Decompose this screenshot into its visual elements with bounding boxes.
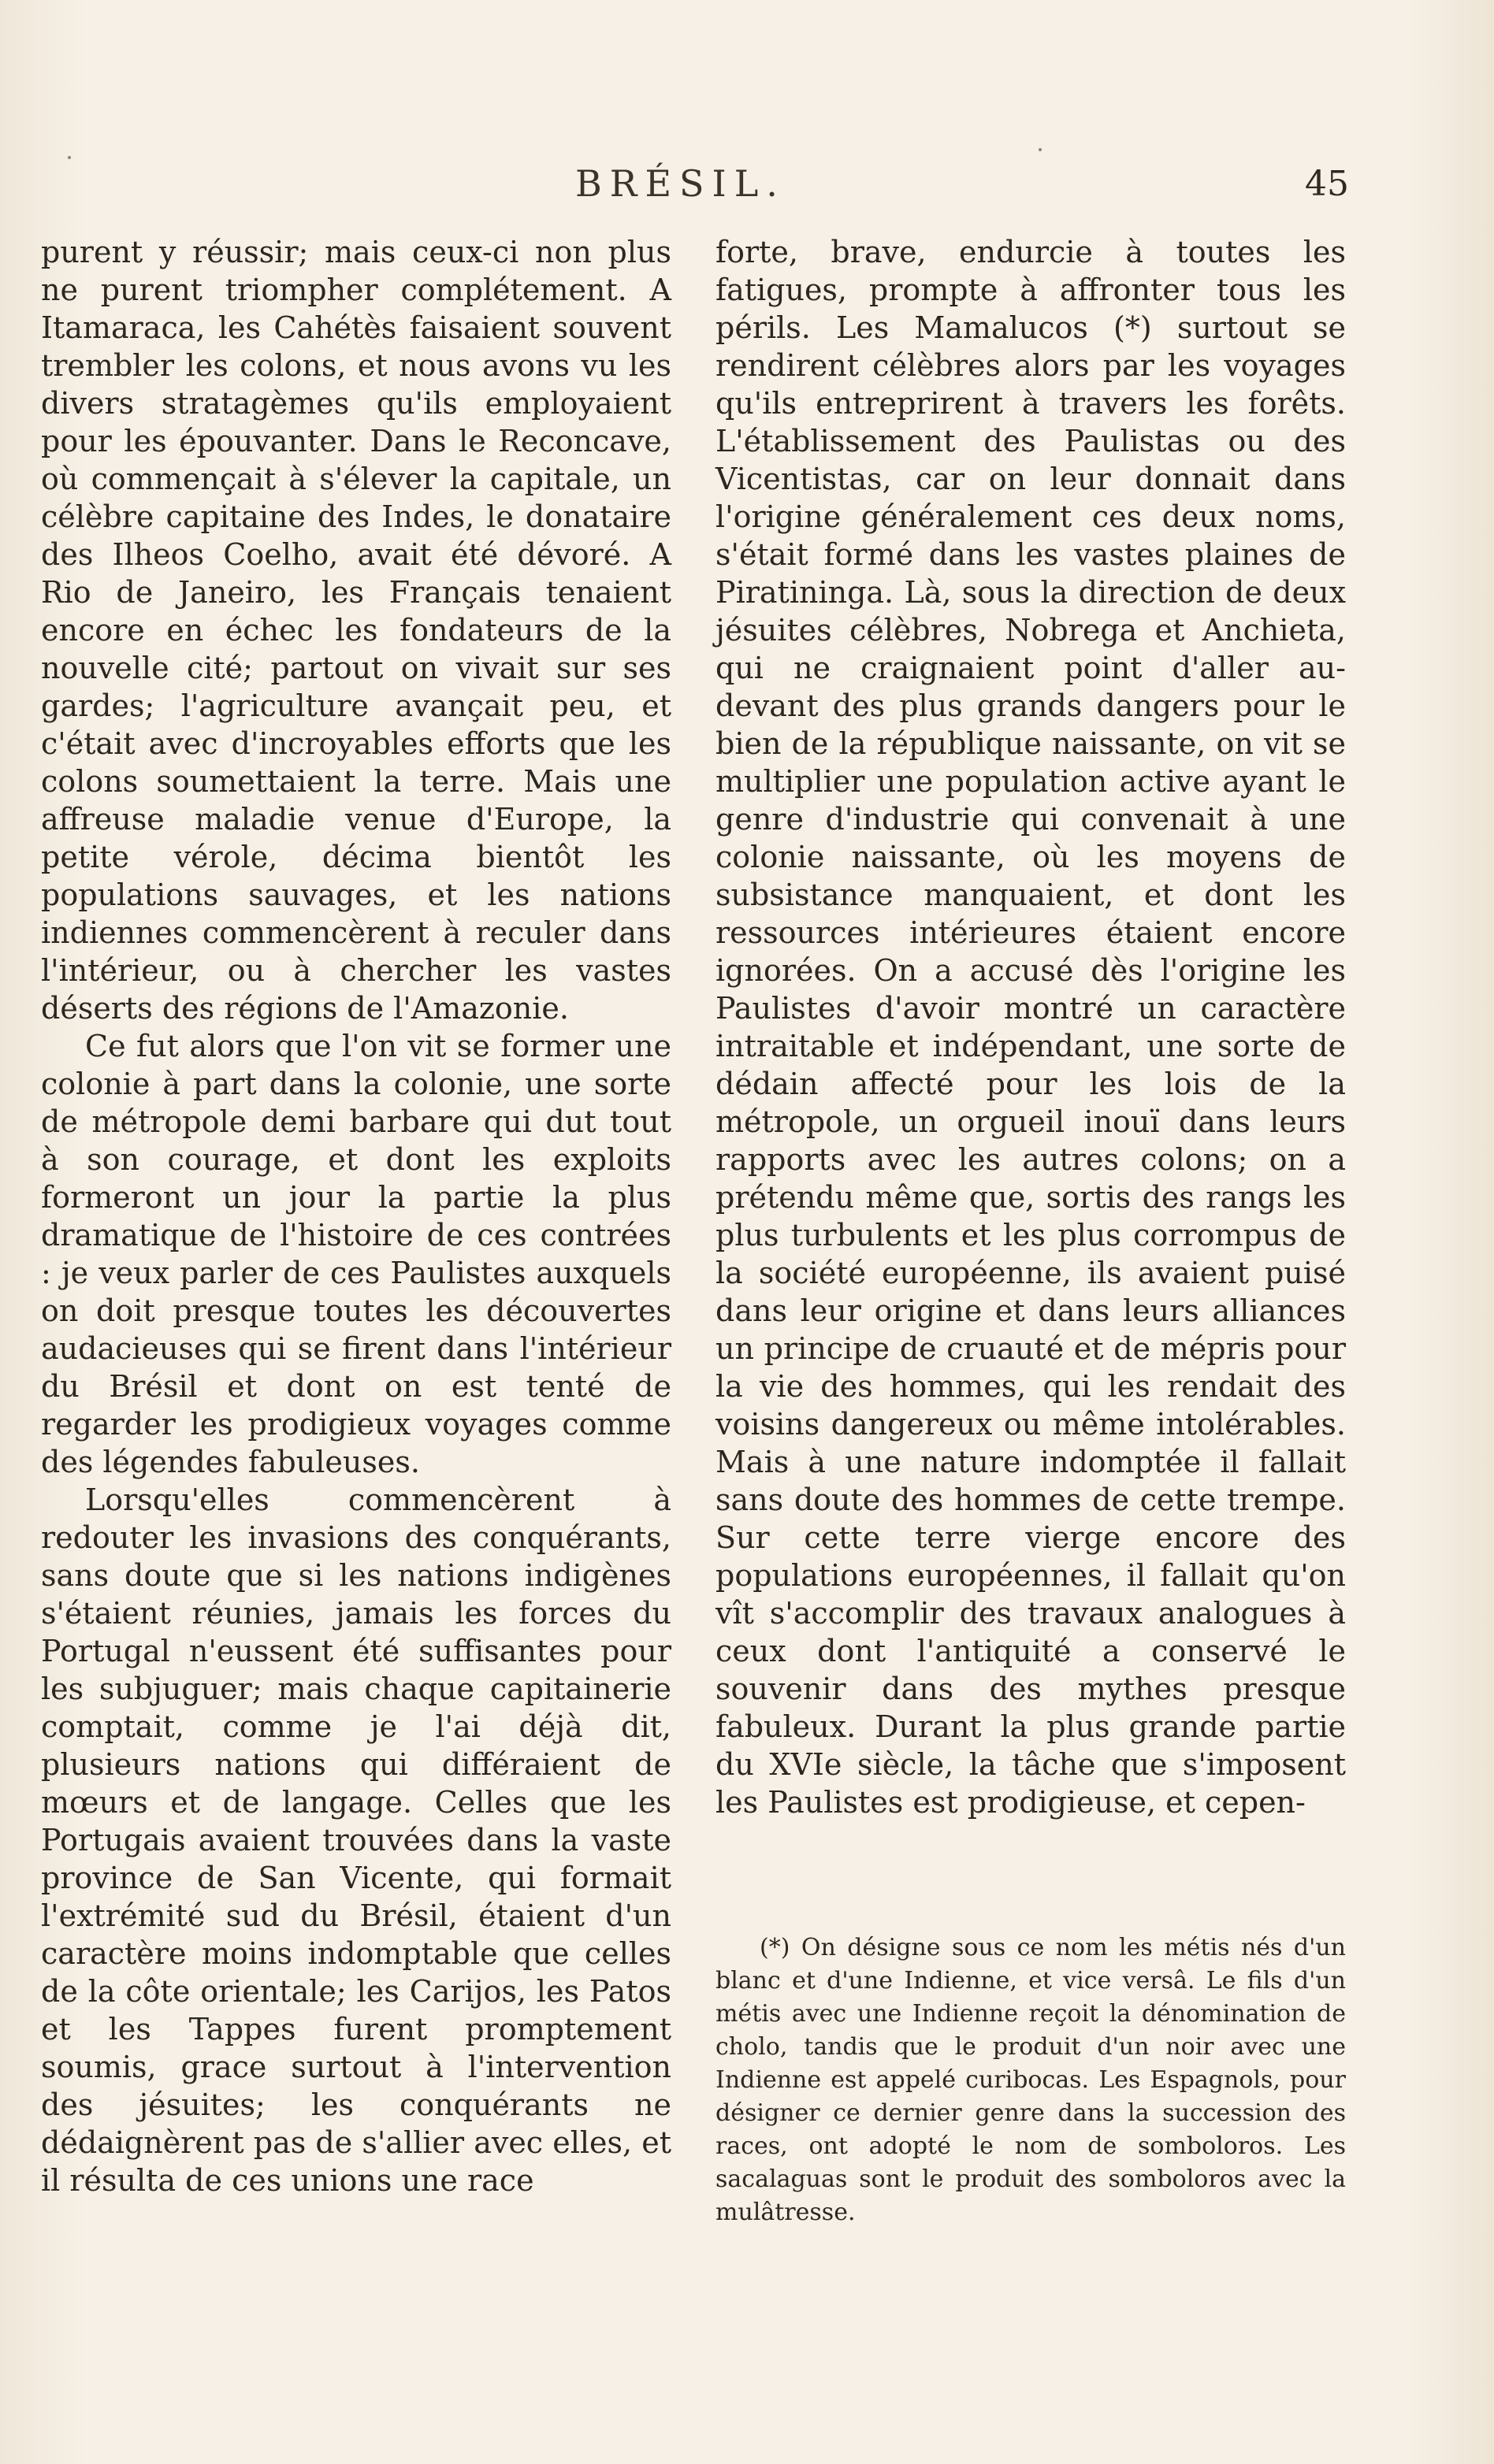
paragraph-left-2: Ce fut alors que l'on vit se former une colonie à part dans la colonie, une sorte de métropole demi barbare qui dut tout à son courage, et dont les exploits formeront un jour la partie la plus dramatique de l'histoire de ces contrées : je veux parler de ces Paulistes auxquels on doit presque toutes les découvertes audacieuses qui se firent dans l'intérieur du Brésil et dont on est tenté de regarder les prodigieux voyages comme des légendes fabuleuses.	[41, 1029, 671, 1479]
paper-speck	[1039, 148, 1042, 151]
running-head	[0, 162, 1494, 210]
page-number: 45	[1305, 164, 1349, 204]
footnote	[715, 1931, 1346, 2229]
left-column	[41, 233, 671, 2199]
paragraph-right-1: forte, brave, endurcie à toutes les fatigues, prompte à affronter tous les périls. Les Mamalucos (*) surtout se rendirent célèbres alors par les voyages qu'ils entreprirent à travers les forêts. L'établissement des Paulistas ou des Vicentistas, car on leur donnait dans l'origine généralement ces deux noms, s'était formé dans les vastes plaines de Piratininga. Là, sous la direction de deux jésuites célèbres, Nobrega et Anchieta, qui ne craignaient point d'aller au-devant des plus grands dangers pour le bien de la république naissante, on vit se multiplier une population active ayant le genre d'industrie qui convenait à une colonie naissante, où les moyens de subsistance manquaient, et dont les ressources intérieures étaient encore ignorées. On a accusé dès l'origine les Paulistes d'avoir montré un caractère intraitable et indépendant, une sorte de dédain affecté pour les lois de la métropole, un orgueil inouï dans leurs rapports avec les autres colons; on a prétendu même que, sortis des rangs les plus turbulents et les plus corrompus de la société européenne, ils avaient puisé dans leur origine et dans leurs alliances un principe de cruauté et de mépris pour la vie des hommes, qui les rendait des voisins dangereux ou même intolérables. Mais à une nature indomptée il fallait sans doute des hommes de cette trempe. Sur cette terre vierge encore des populations européennes, il fallait qu'on vît s'accomplir des travaux analogues à ceux dont l'antiquité a conservé le souvenir dans des mythes presque fabuleux. Durant la plus grande partie du XVIe siècle, la tâche que s'imposent les Paulistes est prodigieuse, et cepen-	[715, 235, 1346, 1820]
right-column	[715, 233, 1346, 1821]
footnote-text: (*) On désigne sous ce nom les métis nés d'un blanc et d'une Indienne, et vice versâ. Le fils d'un métis avec une Indienne reçoit la dénomination de cholo, tandis que le produit d'un noir avec une Indienne est appelé curibocas. Les Espagnols, pour désigner ce dernier genre dans la succession des races, ont adopté le nom de somboloros. Les sacalaguas sont le produit des somboloros avec la mulâtresse.	[715, 1934, 1346, 2226]
paper-speck	[68, 156, 71, 159]
paragraph-left-1: purent y réussir; mais ceux-ci non plus ne purent triompher complétement. A Itamaraca, les Cahétès faisaient souvent trembler les colons, et nous avons vu les divers stratagèmes qu'ils employaient pour les épouvanter. Dans le Reconcave, où commençait à s'élever la capitale, un célèbre capitaine des Indes, le donataire des Ilheos Coelho, avait été dévoré. A Rio de Janeiro, les Français tenaient encore en échec les fondateurs de la nouvelle cité; partout on vivait sur ses gardes; l'agriculture avançait peu, et c'était avec d'incroyables efforts que les colons soumettaient la terre. Mais une affreuse maladie venue d'Europe, la petite vérole, décima bientôt les populations sauvages, et les nations indiennes commencèrent à reculer dans l'intérieur, ou à chercher les vastes déserts des régions de l'Amazonie.	[41, 235, 671, 1026]
running-title: BRÉSIL.	[575, 162, 786, 205]
paragraph-left-3: Lorsqu'elles commencèrent à redouter les invasions des conquérants, sans doute que si les nations indigènes s'étaient réunies, jamais les forces du Portugal n'eussent été suffisantes pour les subjuguer; mais chaque capitainerie comptait, comme je l'ai déjà dit, plusieurs nations qui différaient de mœurs et de langage. Celles que les Portugais avaient trouvées dans la vaste province de San Vicente, qui formait l'extrémité sud du Brésil, étaient d'un caractère moins indomptable que celles de la côte orientale; les Carijos, les Patos et les Tappes furent promptement soumis, grace surtout à l'intervention des jésuites; les conquérants ne dédaignèrent pas de s'allier avec elles, et il résulta de ces unions une race	[41, 1482, 671, 2198]
